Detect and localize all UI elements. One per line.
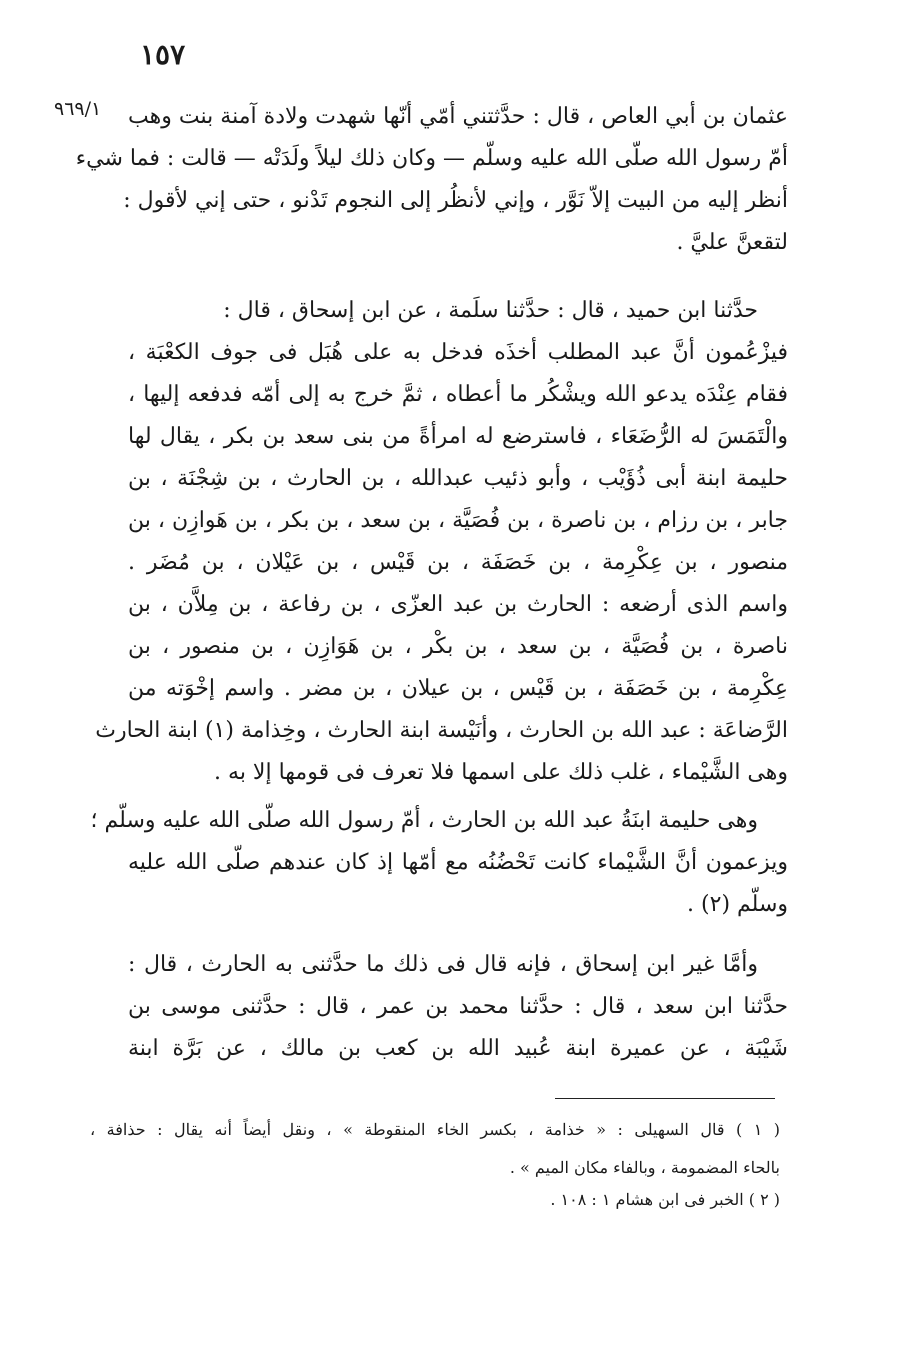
text-line: عِكْرِمة ، بن خَصَفَة ، بن قَيْس ، بن عيلان ، بن مضر . واسم إخْوَته من xyxy=(128,676,788,701)
volume-page-reference: ٩٦٩/١ xyxy=(54,98,102,120)
text-line: فقام عِنْدَه يدعو الله ويشْكُر ما أعطاه ، ثمَّ خرج به إلى أمّه فدفعه إليها ، xyxy=(128,382,788,407)
paragraph-3 xyxy=(90,800,788,926)
text-line: ناصرة ، بن فُصَيَّة ، بن سعد ، بن بكْر ، بن هَوَازِن ، بن منصور ، بن xyxy=(128,634,788,659)
text-line: والْتَمَسَ له الرُّضَعَاء ، فاسترضع له امرأةً من بنى سعد بن بكر ، يقال لها xyxy=(128,424,788,449)
text-line: الرَّضاعَة : عبد الله بن الحارث ، وأنَيْسة ابنة الحارث ، وخِذامة (١) ابنة الحارث xyxy=(95,718,788,743)
text-line: حدَّثنا ابن سعد ، قال : حدَّثنا محمد بن عمر ، قال : حدَّثنى موسى بن xyxy=(128,994,788,1019)
footnote-1: ( ١ ) قال السهيلى : « خذامة ، بكسر الخاء المنقوطة » ، ونقل أيضاً أنه يقال : حذافة ، xyxy=(90,1120,781,1139)
text-line: حدَّثنا ابن حميد ، قال : حدَّثنا سلَمة ، عن ابن إسحاق ، قال : xyxy=(223,298,758,323)
text-line: جابر ، بن رزام ، بن ناصرة ، بن فُصَيَّة ، بن سعد ، بن بكر ، بن هَوازِن ، بن xyxy=(128,508,788,533)
footnote-1-continued: بالحاء المضمومة ، وبالفاء مكان الميم » . xyxy=(509,1158,780,1177)
text-line: فيزْعُمون أنَّ عبد المطلب أخذَه فدخل به على هُبَل فى جوف الكعْبَة ، xyxy=(128,340,788,365)
text-line: حليمة ابنة أبى ذُؤَيْب ، وأبو ذئيب عبدالله ، بن الحارث ، بن شِجْنَة ، بن xyxy=(128,466,788,491)
text-line: وسلّم (٢) . xyxy=(687,892,788,917)
text-line: وأمَّا غير ابن إسحاق ، فإنه قال فى ذلك ما حدَّثنى به الحارث ، قال : xyxy=(128,952,758,977)
text-line: لتقعنَّ عليَّ . xyxy=(676,230,788,255)
text-line: وهى حليمة ابنَةُ عبد الله بن الحارث ، أمّ رسول الله صلّى الله عليه وسلّم ؛ xyxy=(90,808,758,833)
footnote-separator xyxy=(555,1098,775,1099)
paragraph-2 xyxy=(95,290,788,794)
text-line: ويزعمون أنَّ الشَّيْماء كانت تَحْضُنُه مع أمّها إذ كان عندهم صلّى الله عليه xyxy=(128,850,788,875)
text-line: عثمان بن أبي العاص ، قال : حدَّثتني أمّي أنّها شهدت ولادة آمنة بنت وهب xyxy=(128,104,788,129)
text-line: واسم الذى أرضعه : الحارث بن عبد العزّى ، بن رفاعة ، بن مِلاَّن ، بن xyxy=(128,592,788,617)
text-line: منصور ، بن عِكْرِمة ، بن خَصَفَة ، بن قَيْس ، بن عَيْلان ، بن مُضَر . xyxy=(128,550,788,575)
text-line: أنظر إليه من البيت إلاّ نَوَّر ، وإني لأنظُر إلى النجوم تَدْنو ، حتى إني لأقول : xyxy=(123,188,788,213)
page-number: ١٥٧ xyxy=(140,38,186,71)
paragraph-4 xyxy=(128,944,788,1070)
text-line: أمّ رسول الله صلّى الله عليه وسلّم — وكان ذلك ليلاً ولَدَتْه — قالت : فما شيء xyxy=(75,146,788,171)
text-line: وهى الشَّيْماء ، غلب ذلك على اسمها فلا تعرف فى قومها إلا به . xyxy=(214,760,788,785)
footnote-2: ( ٢ ) الخبر فى ابن هشام ١ : ١٠٨ . xyxy=(550,1190,780,1209)
text-line: شَيْبَة ، عن عميرة ابنة عُبيد الله بن كعب بن مالك ، عن بَرَّة ابنة xyxy=(128,1036,788,1061)
